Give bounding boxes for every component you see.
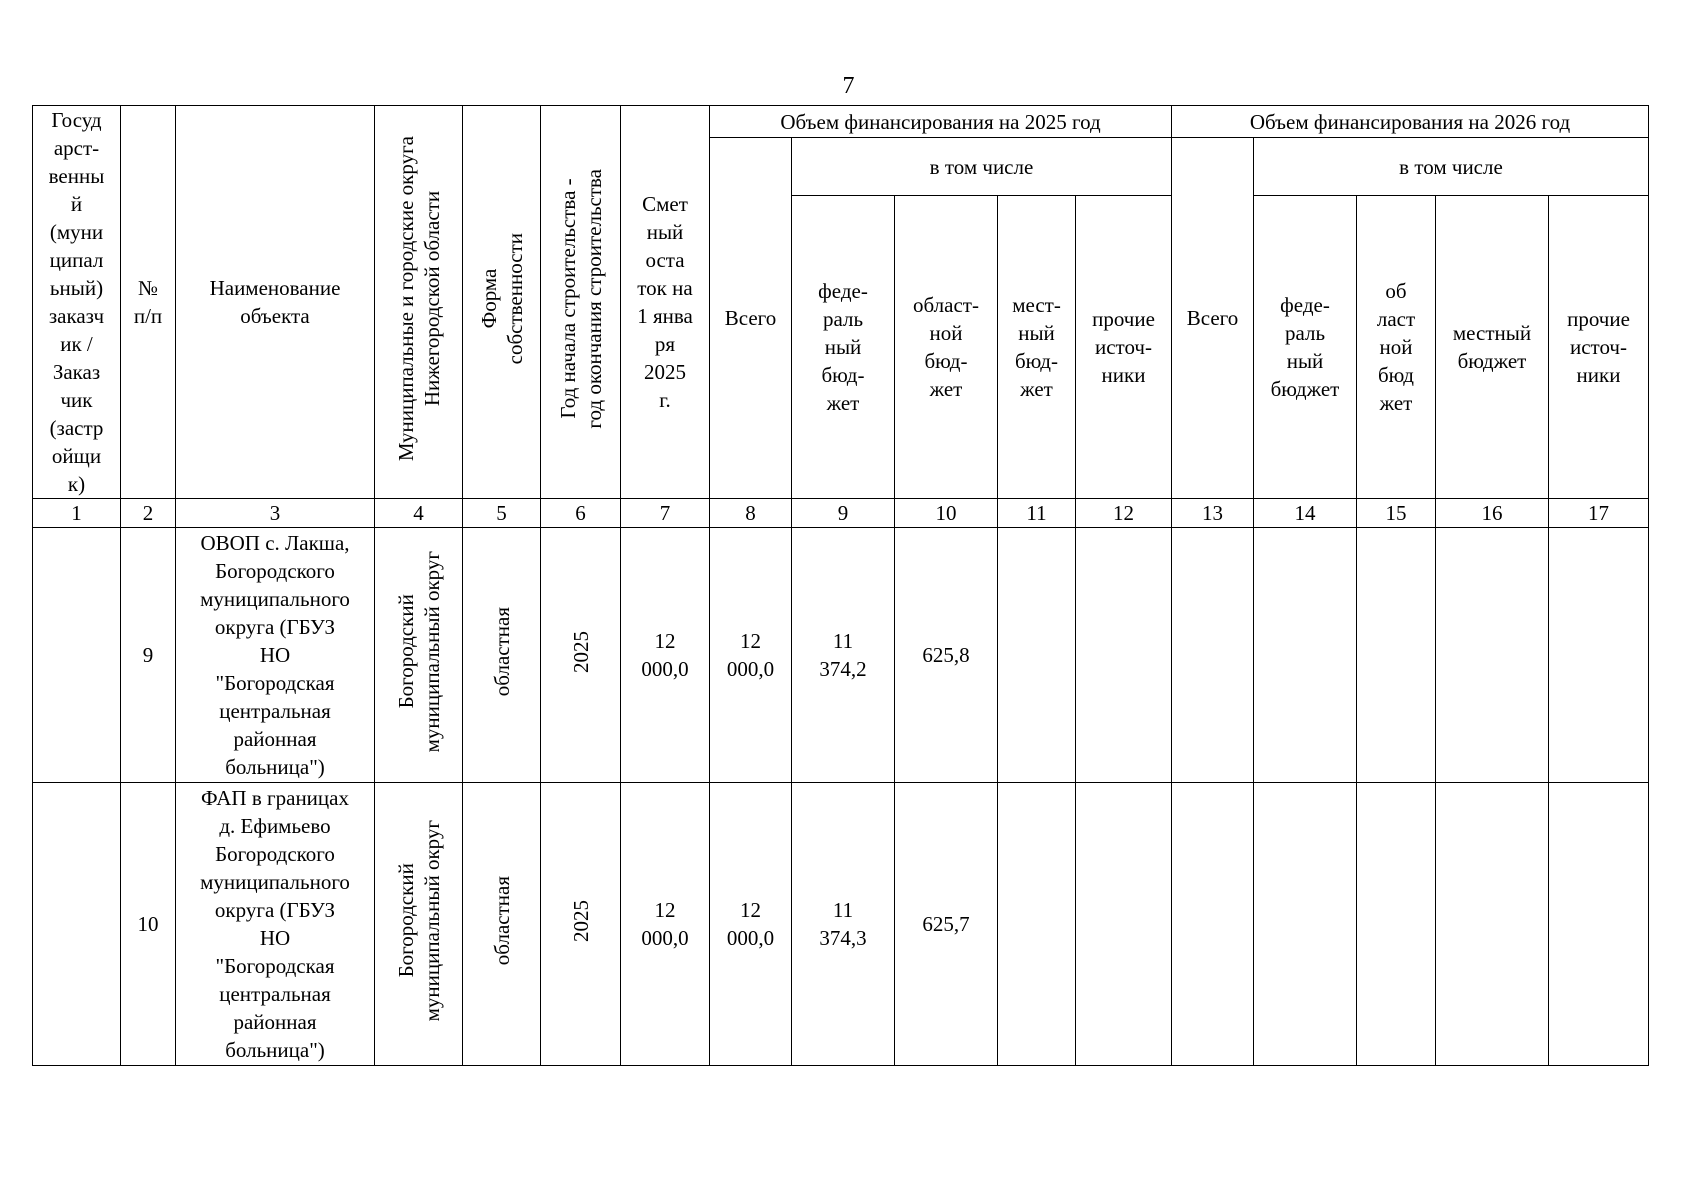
row-ownership-text: областная xyxy=(489,875,514,966)
row-local-2026 xyxy=(1436,528,1549,783)
column-number: 16 xyxy=(1436,499,1549,528)
row-district xyxy=(375,528,463,783)
row-regional-2025: 625,7 xyxy=(895,783,998,1066)
column-number: 7 xyxy=(621,499,710,528)
row-other-2026 xyxy=(1549,783,1649,1066)
header-regional-2026: об ласт ной бюд жет xyxy=(1357,196,1436,499)
table-row xyxy=(33,783,1649,1066)
column-number: 10 xyxy=(895,499,998,528)
row-federal-2026 xyxy=(1254,528,1357,783)
column-number: 11 xyxy=(998,499,1076,528)
row-federal-2026 xyxy=(1254,783,1357,1066)
row-local-2026 xyxy=(1436,783,1549,1066)
header-federal-2026: феде- раль ный бюджет xyxy=(1254,196,1357,499)
row-local-2025 xyxy=(998,528,1076,783)
header-years xyxy=(541,106,621,499)
header-ownership xyxy=(463,106,541,499)
row-district-text: Богородский муниципальный округ xyxy=(393,819,444,1022)
row-years xyxy=(541,783,621,1066)
header-estimated-balance: Смет ный оста ток на 1 янва ря 2025 г. xyxy=(621,106,710,499)
header-including-2025: в том числе xyxy=(792,138,1172,196)
row-district xyxy=(375,783,463,1066)
row-total-2026 xyxy=(1172,783,1254,1066)
column-number: 8 xyxy=(710,499,792,528)
row-regional-2026 xyxy=(1357,528,1436,783)
column-numbers-row xyxy=(33,499,1649,528)
row-federal-2025: 11 374,3 xyxy=(792,783,895,1066)
row-regional-2025: 625,8 xyxy=(895,528,998,783)
header-federal-2025: феде- раль ный бюд- жет xyxy=(792,196,895,499)
row-customer xyxy=(33,528,121,783)
column-number: 5 xyxy=(463,499,541,528)
row-federal-2025: 11 374,2 xyxy=(792,528,895,783)
column-number: 3 xyxy=(176,499,375,528)
row-total-2026 xyxy=(1172,528,1254,783)
row-regional-2026 xyxy=(1357,783,1436,1066)
row-local-2025 xyxy=(998,783,1076,1066)
column-number: 13 xyxy=(1172,499,1254,528)
header-other-2026: прочие источ- ники xyxy=(1549,196,1649,499)
column-number: 14 xyxy=(1254,499,1357,528)
header-including-2026: в том числе xyxy=(1254,138,1649,196)
row-total-2025: 12 000,0 xyxy=(710,783,792,1066)
header-object-name: Наименование объекта xyxy=(176,106,375,499)
header-local-2026: местный бюджет xyxy=(1436,196,1549,499)
row-object-name: ФАП в границах д. Ефимьево Богородского муниципального округа (ГБУЗ НО "Богородская центральная районная больница") xyxy=(176,783,375,1066)
row-number: 10 xyxy=(121,783,176,1066)
row-ownership xyxy=(463,783,541,1066)
row-ownership-text: областная xyxy=(489,606,514,697)
column-number: 6 xyxy=(541,499,621,528)
construction-funding-table xyxy=(32,105,1649,1066)
header-years-text: Год начала строительства - год окончания строительства xyxy=(555,168,606,429)
header-districts-text: Муниципальные и городские округа Нижегородской области xyxy=(393,135,444,462)
header-total-2025: Всего xyxy=(710,138,792,499)
row-estimated-balance: 12 000,0 xyxy=(621,783,710,1066)
column-number: 1 xyxy=(33,499,121,528)
row-customer xyxy=(33,783,121,1066)
column-number: 4 xyxy=(375,499,463,528)
header-number: № п/п xyxy=(121,106,176,499)
row-ownership xyxy=(463,528,541,783)
row-years xyxy=(541,528,621,783)
row-total-2025: 12 000,0 xyxy=(710,528,792,783)
row-object-name: ОВОП с. Лакша, Богородского муниципального округа (ГБУЗ НО "Богородская центральная районная больница") xyxy=(176,528,375,783)
header-other-2025: прочие источ- ники xyxy=(1076,196,1172,499)
header-total-2026: Всего xyxy=(1172,138,1254,499)
column-number: 9 xyxy=(792,499,895,528)
column-number: 12 xyxy=(1076,499,1172,528)
header-regional-2025: област- ной бюд- жет xyxy=(895,196,998,499)
row-district-text: Богородский муниципальный округ xyxy=(393,550,444,753)
row-estimated-balance: 12 000,0 xyxy=(621,528,710,783)
row-years-text: 2025 xyxy=(568,630,593,673)
header-funding-2026: Объем финансирования на 2026 год xyxy=(1172,106,1649,138)
header-customer: Госуд арст- венны й (муни ципал ьный) заказч ик / Заказ чик (застр ойщи к) xyxy=(33,106,121,499)
header-districts xyxy=(375,106,463,499)
row-number: 9 xyxy=(121,528,176,783)
row-other-2026 xyxy=(1549,528,1649,783)
row-other-2025 xyxy=(1076,528,1172,783)
header-ownership-text: Форма собственности xyxy=(476,232,527,365)
table-row xyxy=(33,528,1649,783)
row-other-2025 xyxy=(1076,783,1172,1066)
page-number: 7 xyxy=(842,73,855,99)
header-local-2025: мест- ный бюд- жет xyxy=(998,196,1076,499)
column-number: 17 xyxy=(1549,499,1649,528)
column-number: 15 xyxy=(1357,499,1436,528)
column-number: 2 xyxy=(121,499,176,528)
header-funding-2025: Объем финансирования на 2025 год xyxy=(710,106,1172,138)
row-years-text: 2025 xyxy=(568,899,593,942)
